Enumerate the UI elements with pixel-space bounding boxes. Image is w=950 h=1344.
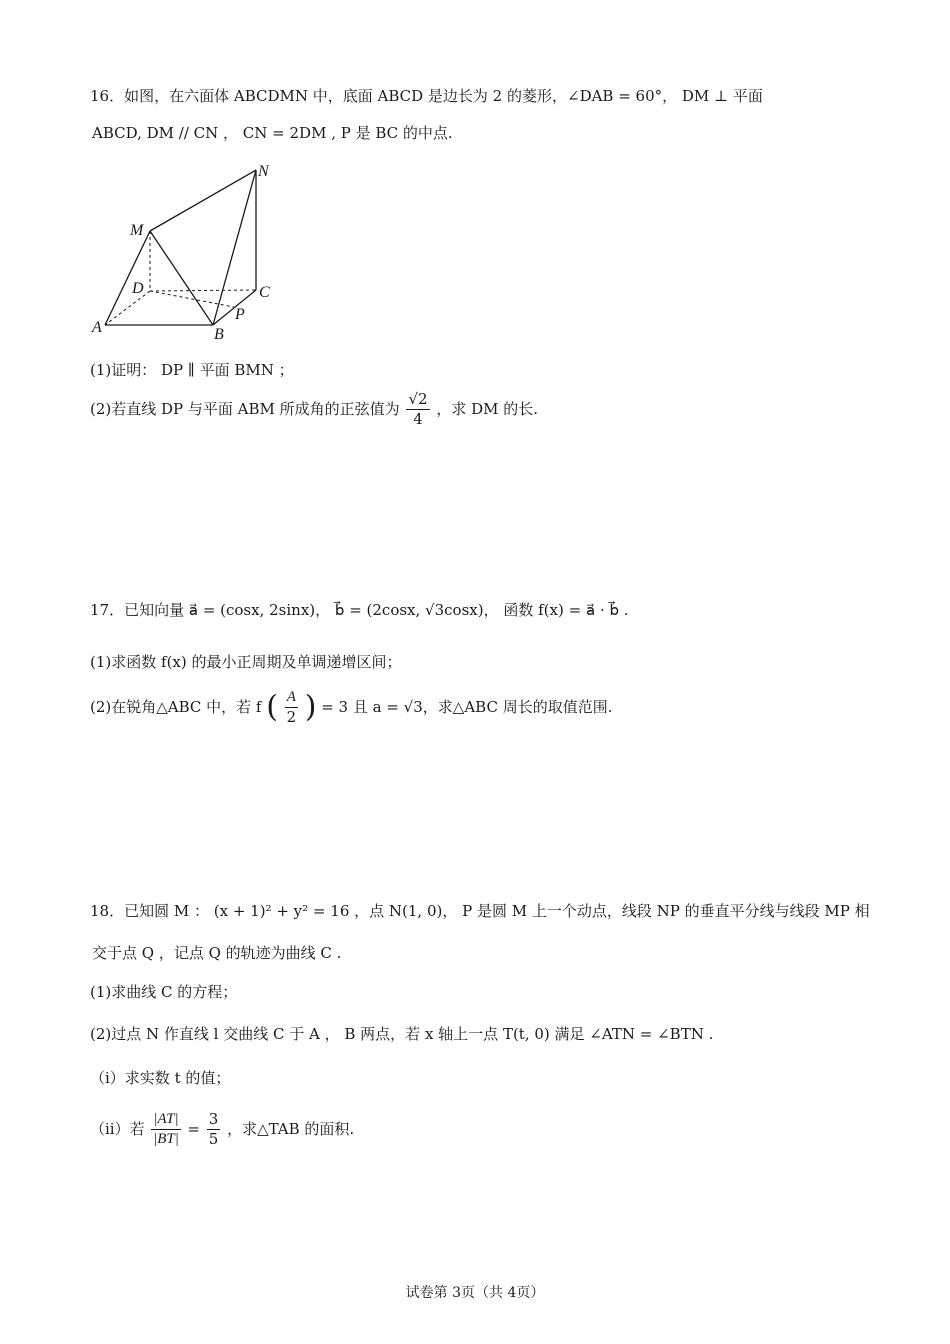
q16-sub2-pre: (2)若直线 DP 与平面 ABM 所成角的正弦值为 xyxy=(90,400,400,418)
q16-sub2-fraction xyxy=(406,392,429,427)
q16-sub2-den: 4 xyxy=(413,410,423,428)
label-N: N xyxy=(258,163,269,180)
q18-sub-ii-eq: = xyxy=(187,1120,200,1138)
edge-MB xyxy=(150,231,213,325)
q17-sub2-lparen: ( xyxy=(266,689,278,725)
q17-stem: 17．已知向量 a⃗ = (cosx, 2sinx)， b⃗ = (2cosx, √3cosx)， 函数 f(x) = a⃗ · b⃗ . xyxy=(90,601,629,619)
q17-sub2-den: 2 xyxy=(286,708,297,726)
q16-sub1: (1)证明： DP ∥ 平面 BMN ； xyxy=(90,361,294,379)
q18-sub1: (1)求曲线 C 的方程； xyxy=(90,983,238,1001)
q18-sub2: (2)过点 N 作直线 l 交曲线 C 于 A ， B 两点，若 x 轴上一点 T(t, 0) 满足 ∠ATN = ∠BTN . xyxy=(90,1025,714,1043)
q17-sub2-rparen: ) xyxy=(304,689,317,725)
edge-NB xyxy=(213,170,256,325)
label-A: A xyxy=(92,319,102,336)
q18-stem-line1: 18．已知圆 M ： (x + 1)² + y² = 16 ，点 N(1, 0)， P 是圆 M 上一个动点，线段 NP 的垂直平分线与线段 MP 相 xyxy=(90,902,870,920)
label-D: D xyxy=(132,280,144,297)
edge-MN xyxy=(150,170,256,231)
q18-sub-ii-fraction1 xyxy=(151,1112,180,1147)
q17-sub2-pre: (2)在锐角△ABC 中，若 f xyxy=(90,698,262,716)
q16-sub2 xyxy=(90,392,538,427)
q18-sub-ii-fraction2 xyxy=(207,1112,221,1147)
q17-sub1: (1)求函数 f(x) 的最小正周期及单调递增区间； xyxy=(90,653,402,671)
q16-stem-line1: 16．如图，在六面体 ABCDMN 中，底面 ABCD 是边长为 2 的菱形，∠DAB = 60°， DM ⊥ 平面 xyxy=(90,87,763,105)
q17-sub2-fraction xyxy=(285,690,298,725)
q18-sub-ii-pre: （ii）若 xyxy=(90,1120,145,1138)
q18-sub-ii-den: |BT| xyxy=(153,1131,179,1147)
label-C: C xyxy=(259,284,270,301)
q16-sub2-post: ，求 DM 的长. xyxy=(436,400,539,418)
q18-sub-ii-den2: 5 xyxy=(208,1130,219,1148)
q18-sub-ii-num2: 3 xyxy=(208,1110,219,1128)
label-M: M xyxy=(130,222,144,239)
q18-sub-i: （i）求实数 t 的值； xyxy=(90,1069,231,1087)
q18-stem-line2: 交于点 Q ，记点 Q 的轨迹为曲线 C . xyxy=(92,944,342,962)
page-footer: 试卷第 3页（共 4页） xyxy=(405,1285,545,1301)
label-P: P xyxy=(235,306,245,323)
q16-figure xyxy=(85,155,295,345)
q17-sub2-num: A xyxy=(285,690,298,708)
q18-sub-ii-num: |AT| xyxy=(151,1112,180,1130)
q17-sub2 xyxy=(90,690,612,725)
edge-MA xyxy=(105,231,150,325)
q16-sub2-num: √2 xyxy=(408,390,428,408)
q18-sub-ii-post: ，求△TAB 的面积. xyxy=(227,1120,355,1138)
q18-sub-ii xyxy=(90,1112,354,1147)
q16-stem-line2: ABCD, DM // CN ， CN = 2DM , P 是 BC 的中点. xyxy=(92,124,453,142)
q17-sub2-post: = 3 且 a = √3，求△ABC 周长的取值范围. xyxy=(321,698,613,716)
label-B: B xyxy=(214,326,224,343)
edge-DC xyxy=(150,290,256,291)
